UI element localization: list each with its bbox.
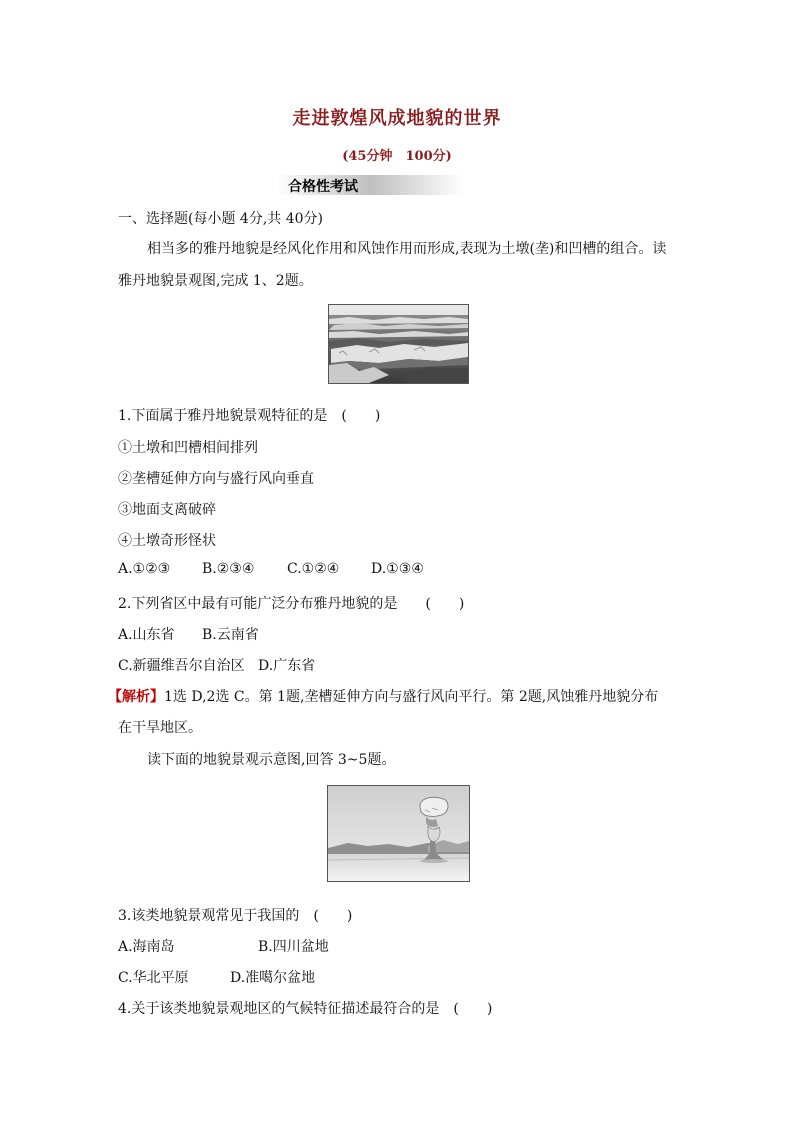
analysis-line1 — [108, 686, 658, 706]
q1-option-a: A.①②③ — [118, 561, 171, 577]
section-tag-label: 合格性考试 — [288, 179, 358, 195]
q1-item-3: ③地面支离破碎 — [118, 502, 216, 518]
q1-item-1: ①土墩和凹槽相间排列 — [118, 440, 258, 456]
analysis-line2: 在干旱地区。 — [118, 720, 202, 736]
q4-stem: 4.关于该类地貌景观地区的气候特征描述最符合的是 ( ) — [118, 1001, 493, 1017]
intro1-line1: 相当多的雅丹地貌是经风化作用和风蚀作用而形成,表现为土墩(垄)和凹槽的组合。读 — [147, 241, 667, 257]
section-tag — [256, 175, 464, 195]
yardang-photo — [328, 304, 469, 384]
q3-option-c: C.华北平原 — [118, 970, 189, 986]
intro1-line2: 雅丹地貌景观图,完成 1、2题。 — [118, 273, 313, 289]
q3-option-a: A.海南岛 — [118, 939, 175, 955]
q3-option-d: D.准噶尔盆地 — [230, 970, 316, 986]
q1-option-b: B.②③④ — [202, 561, 255, 577]
q1-stem: 1.下面属于雅丹地貌景观特征的是 ( ) — [118, 408, 381, 424]
q2-stem: 2.下列省区中最有可能广泛分布雅丹地貌的是 ( ) — [118, 596, 465, 612]
page-title: 走进敦煌风成地貌的世界 — [292, 108, 502, 129]
q1-item-2: ②垄槽延伸方向与盛行风向垂直 — [118, 471, 314, 487]
page-subtitle: (45分钟 100分) — [342, 149, 452, 164]
q2-option-b: B.云南省 — [202, 627, 259, 643]
part-heading: 一、选择题(每小题 4分,共 40分) — [118, 211, 323, 227]
q1-option-d: D.①③④ — [371, 561, 424, 577]
mushroom-rock-photo — [327, 785, 470, 882]
q2-option-c: C.新疆维吾尔自治区 — [118, 658, 245, 674]
analysis-text: 1选 D,2选 C。第 1题,垄槽延伸方向与盛行风向平行。第 2题,风蚀雅丹地貌分布 — [164, 689, 659, 705]
q2-option-a: A.山东省 — [118, 627, 175, 643]
analysis-label: 【解析】 — [108, 689, 164, 705]
q3-option-b: B.四川盆地 — [258, 939, 329, 955]
q3-stem: 3.该类地貌景观常见于我国的 ( ) — [118, 908, 353, 924]
q1-item-4: ④土墩奇形怪状 — [118, 533, 216, 549]
intro2: 读下面的地貌景观示意图,回答 3~5题。 — [147, 752, 396, 768]
q2-option-d: D.广东省 — [258, 658, 316, 674]
q1-option-c: C.①②④ — [287, 561, 340, 577]
